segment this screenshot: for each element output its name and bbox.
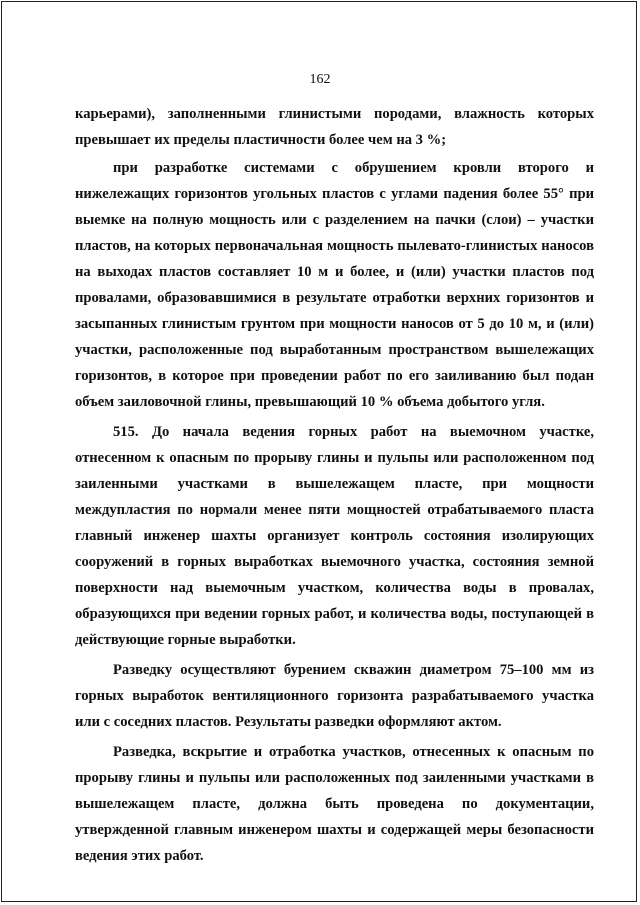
- paragraph-continuation: карьерами), заполненными глинистыми породами, влажность которых превышает их пределы пластичности более чем на 3 %;: [75, 106, 594, 148]
- paragraph-mining-systems: при разработке системами с обрушением кровли второго и нижележащих горизонтов угольных пластов с углами падения более 55° при выемке на полную мощность или с разделением на пачки (слои) – участки пластов, на которых первоначальная мощность пылевато-глинистых наносов на выходах пластов составляет 10 м и более, и (или) участки пластов под провалами, образовавшимися в результате отработки верхних горизонтов и засыпанных глинистым грунтом при мощности наносов от 5 до 10 м, и (или) участки, расположенные под выработанным пространством вышележащих горизонтов, в которое при проведении работ по его заиливанию был подан объем заиловочной глины, превышающий 10 % объема добытого угля.: [75, 160, 594, 410]
- paragraph-exploration: Разведку осуществляют бурением скважин диаметром 75–100 мм из горных выработок вентиляционного горизонта разрабатываемого участка или с соседних пластов. Результаты разведки оформляют актом.: [75, 662, 594, 730]
- document-body: [75, 101, 594, 869]
- page-number: 162: [309, 72, 331, 87]
- paragraph-515: 515. До начала ведения горных работ на выемочном участке, отнесенном к опасным по прорыву глины и пульпы или расположенном под заиленными участками в вышележащем пласте, при мощности междупластия по нормали менее пяти мощностей отрабатываемого пласта главный инженер шахты организует контроль состояния изолирующих сооружений в горных выработках выемочного участка, состояния земной поверхности над выемочным участком, количества воды в провалах, образующихся при ведении горных работ, и количества воды, поступающей в действующие горные выработки.: [75, 424, 594, 648]
- paragraph-exploration-documentation: Разведка, вскрытие и отработка участков, отнесенных к опасным по прорыву глины и пульпы или расположенных под заиленными участками в вышележащем пласте, должна быть проведена по документации, утвержденной главным инженером шахты и содержащей меры безопасности ведения этих работ.: [75, 744, 594, 864]
